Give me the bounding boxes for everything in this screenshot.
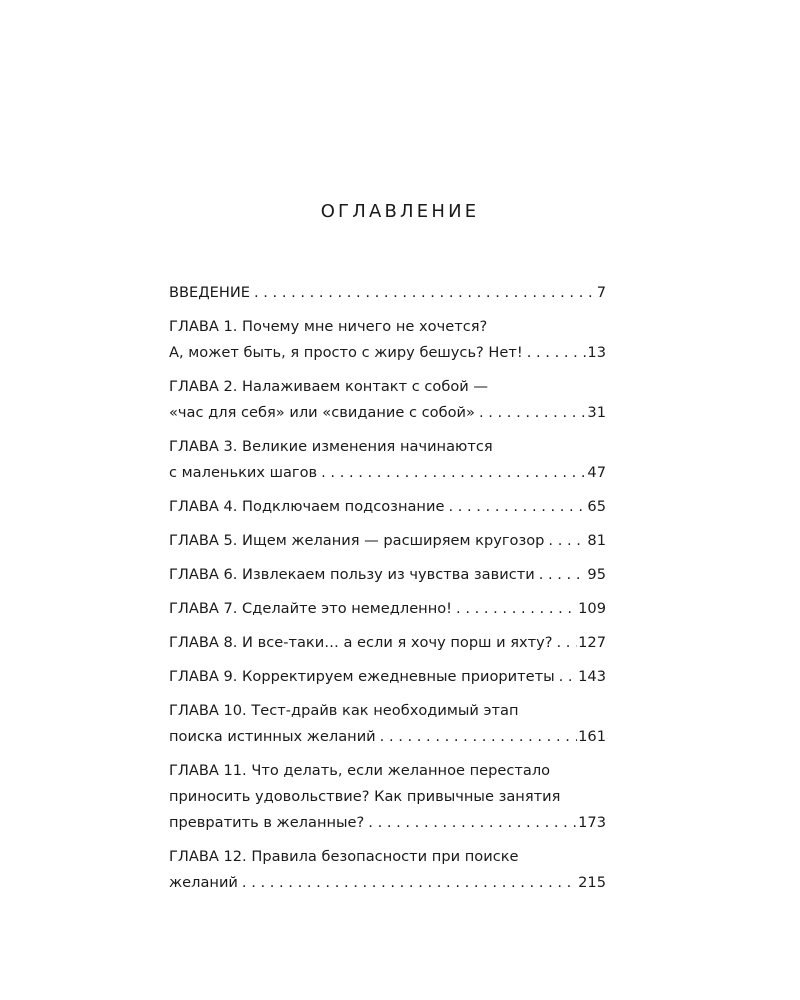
toc-title: ОГЛАВЛЕНИЕ <box>320 201 480 222</box>
page-number: 65 <box>587 498 606 515</box>
toc-entry-line <box>169 314 606 340</box>
toc-entry-line <box>169 562 606 588</box>
dot-leader <box>559 664 577 690</box>
page-number: 127 <box>578 634 606 651</box>
toc-entry-line <box>169 870 606 896</box>
dot-leader <box>557 630 578 656</box>
toc-entry-text: ГЛАВА 3. Великие изменения начинаются <box>169 438 493 455</box>
toc-entry <box>169 630 606 656</box>
toc-entry-line <box>169 724 606 750</box>
page-number: 173 <box>578 814 606 831</box>
dot-leader <box>254 280 596 306</box>
dot-leader <box>321 460 586 486</box>
toc-entry <box>169 280 606 306</box>
toc-entry-text: ГЛАВА 5. Ищем желания — расширяем кругозор <box>169 532 545 549</box>
toc-entry-text: А, может быть, я просто с жиру бешусь? Нет! <box>169 344 523 361</box>
toc-entry-text: ГЛАВА 2. Налаживаем контакт с собой — <box>169 378 488 395</box>
dot-leader <box>456 596 577 622</box>
page-number: 47 <box>587 464 606 481</box>
toc-entry <box>169 758 606 836</box>
page-number: 13 <box>587 344 606 361</box>
dot-leader <box>368 810 577 836</box>
dot-leader <box>527 340 587 366</box>
page-number: 109 <box>578 600 606 617</box>
page-number: 81 <box>587 532 606 549</box>
toc-entry <box>169 374 606 426</box>
toc-entry <box>169 664 606 690</box>
toc-entry-line <box>169 784 606 810</box>
page-number: 143 <box>578 668 606 685</box>
toc-entry-text: ГЛАВА 6. Извлекаем пользу из чувства зависти <box>169 566 535 583</box>
toc-entry-text: ГЛАВА 10. Тест-драйв как необходимый этап <box>169 702 519 719</box>
toc-entry <box>169 434 606 486</box>
dot-leader <box>548 528 586 554</box>
toc-entry-line <box>169 374 606 400</box>
toc-entry-text: ГЛАВА 8. И все-таки… а если я хочу порш и яхту? <box>169 634 553 651</box>
toc-entry-line <box>169 758 606 784</box>
toc-entry-text: ГЛАВА 4. Подключаем подсознание <box>169 498 445 515</box>
toc-entry-text: желаний <box>169 874 238 891</box>
toc-entry <box>169 844 606 896</box>
dot-leader <box>479 400 586 426</box>
toc-entry <box>169 562 606 588</box>
toc-entry-text: «час для себя» или «свидание с собой» <box>169 404 475 421</box>
toc-entry-line <box>169 630 606 656</box>
toc-entry-text: ГЛАВА 9. Корректируем ежедневные приоритеты <box>169 668 555 685</box>
toc-entry-line <box>169 664 606 690</box>
toc-entry-text: ГЛАВА 1. Почему мне ничего не хочется? <box>169 318 488 335</box>
page-number: 31 <box>587 404 606 421</box>
toc-entry-line <box>169 434 606 460</box>
toc-entry-text: ГЛАВА 11. Что делать, если желанное перестало <box>169 762 551 779</box>
toc-entry-line <box>169 280 606 306</box>
toc-entry <box>169 528 606 554</box>
dot-leader <box>242 870 577 896</box>
page-number: 215 <box>578 874 606 891</box>
dot-leader <box>448 494 586 520</box>
toc-entry-text: ГЛАВА 7. Сделайте это немедленно! <box>169 600 453 617</box>
toc-entry-line <box>169 596 606 622</box>
toc-entry-text: превратить в желанные? <box>169 814 365 831</box>
toc-entry-line <box>169 340 606 366</box>
page-number: 7 <box>596 284 606 301</box>
toc-entry-line <box>169 400 606 426</box>
toc-entry-text: с маленьких шагов <box>169 464 318 481</box>
toc-entry-line <box>169 698 606 724</box>
toc-entry <box>169 494 606 520</box>
toc-entry-line <box>169 810 606 836</box>
dot-leader <box>380 724 577 750</box>
toc-entry-text: ВВЕДЕНИЕ <box>169 284 250 301</box>
toc-entry-line <box>169 460 606 486</box>
toc-entry <box>169 596 606 622</box>
toc-entry-text: поиска истинных желаний <box>169 728 376 745</box>
page-number: 161 <box>578 728 606 745</box>
toc-entry-line <box>169 528 606 554</box>
toc-entry <box>169 314 606 366</box>
dot-leader <box>539 562 587 588</box>
toc-entry-text: ГЛАВА 12. Правила безопасности при поиске <box>169 848 519 865</box>
toc-entry-line <box>169 494 606 520</box>
toc-entry-text: приносить удовольствие? Как привычные занятия <box>169 788 561 805</box>
page-number: 95 <box>587 566 606 583</box>
toc-entry-line <box>169 844 606 870</box>
table-of-contents <box>169 280 606 904</box>
toc-entry <box>169 698 606 750</box>
